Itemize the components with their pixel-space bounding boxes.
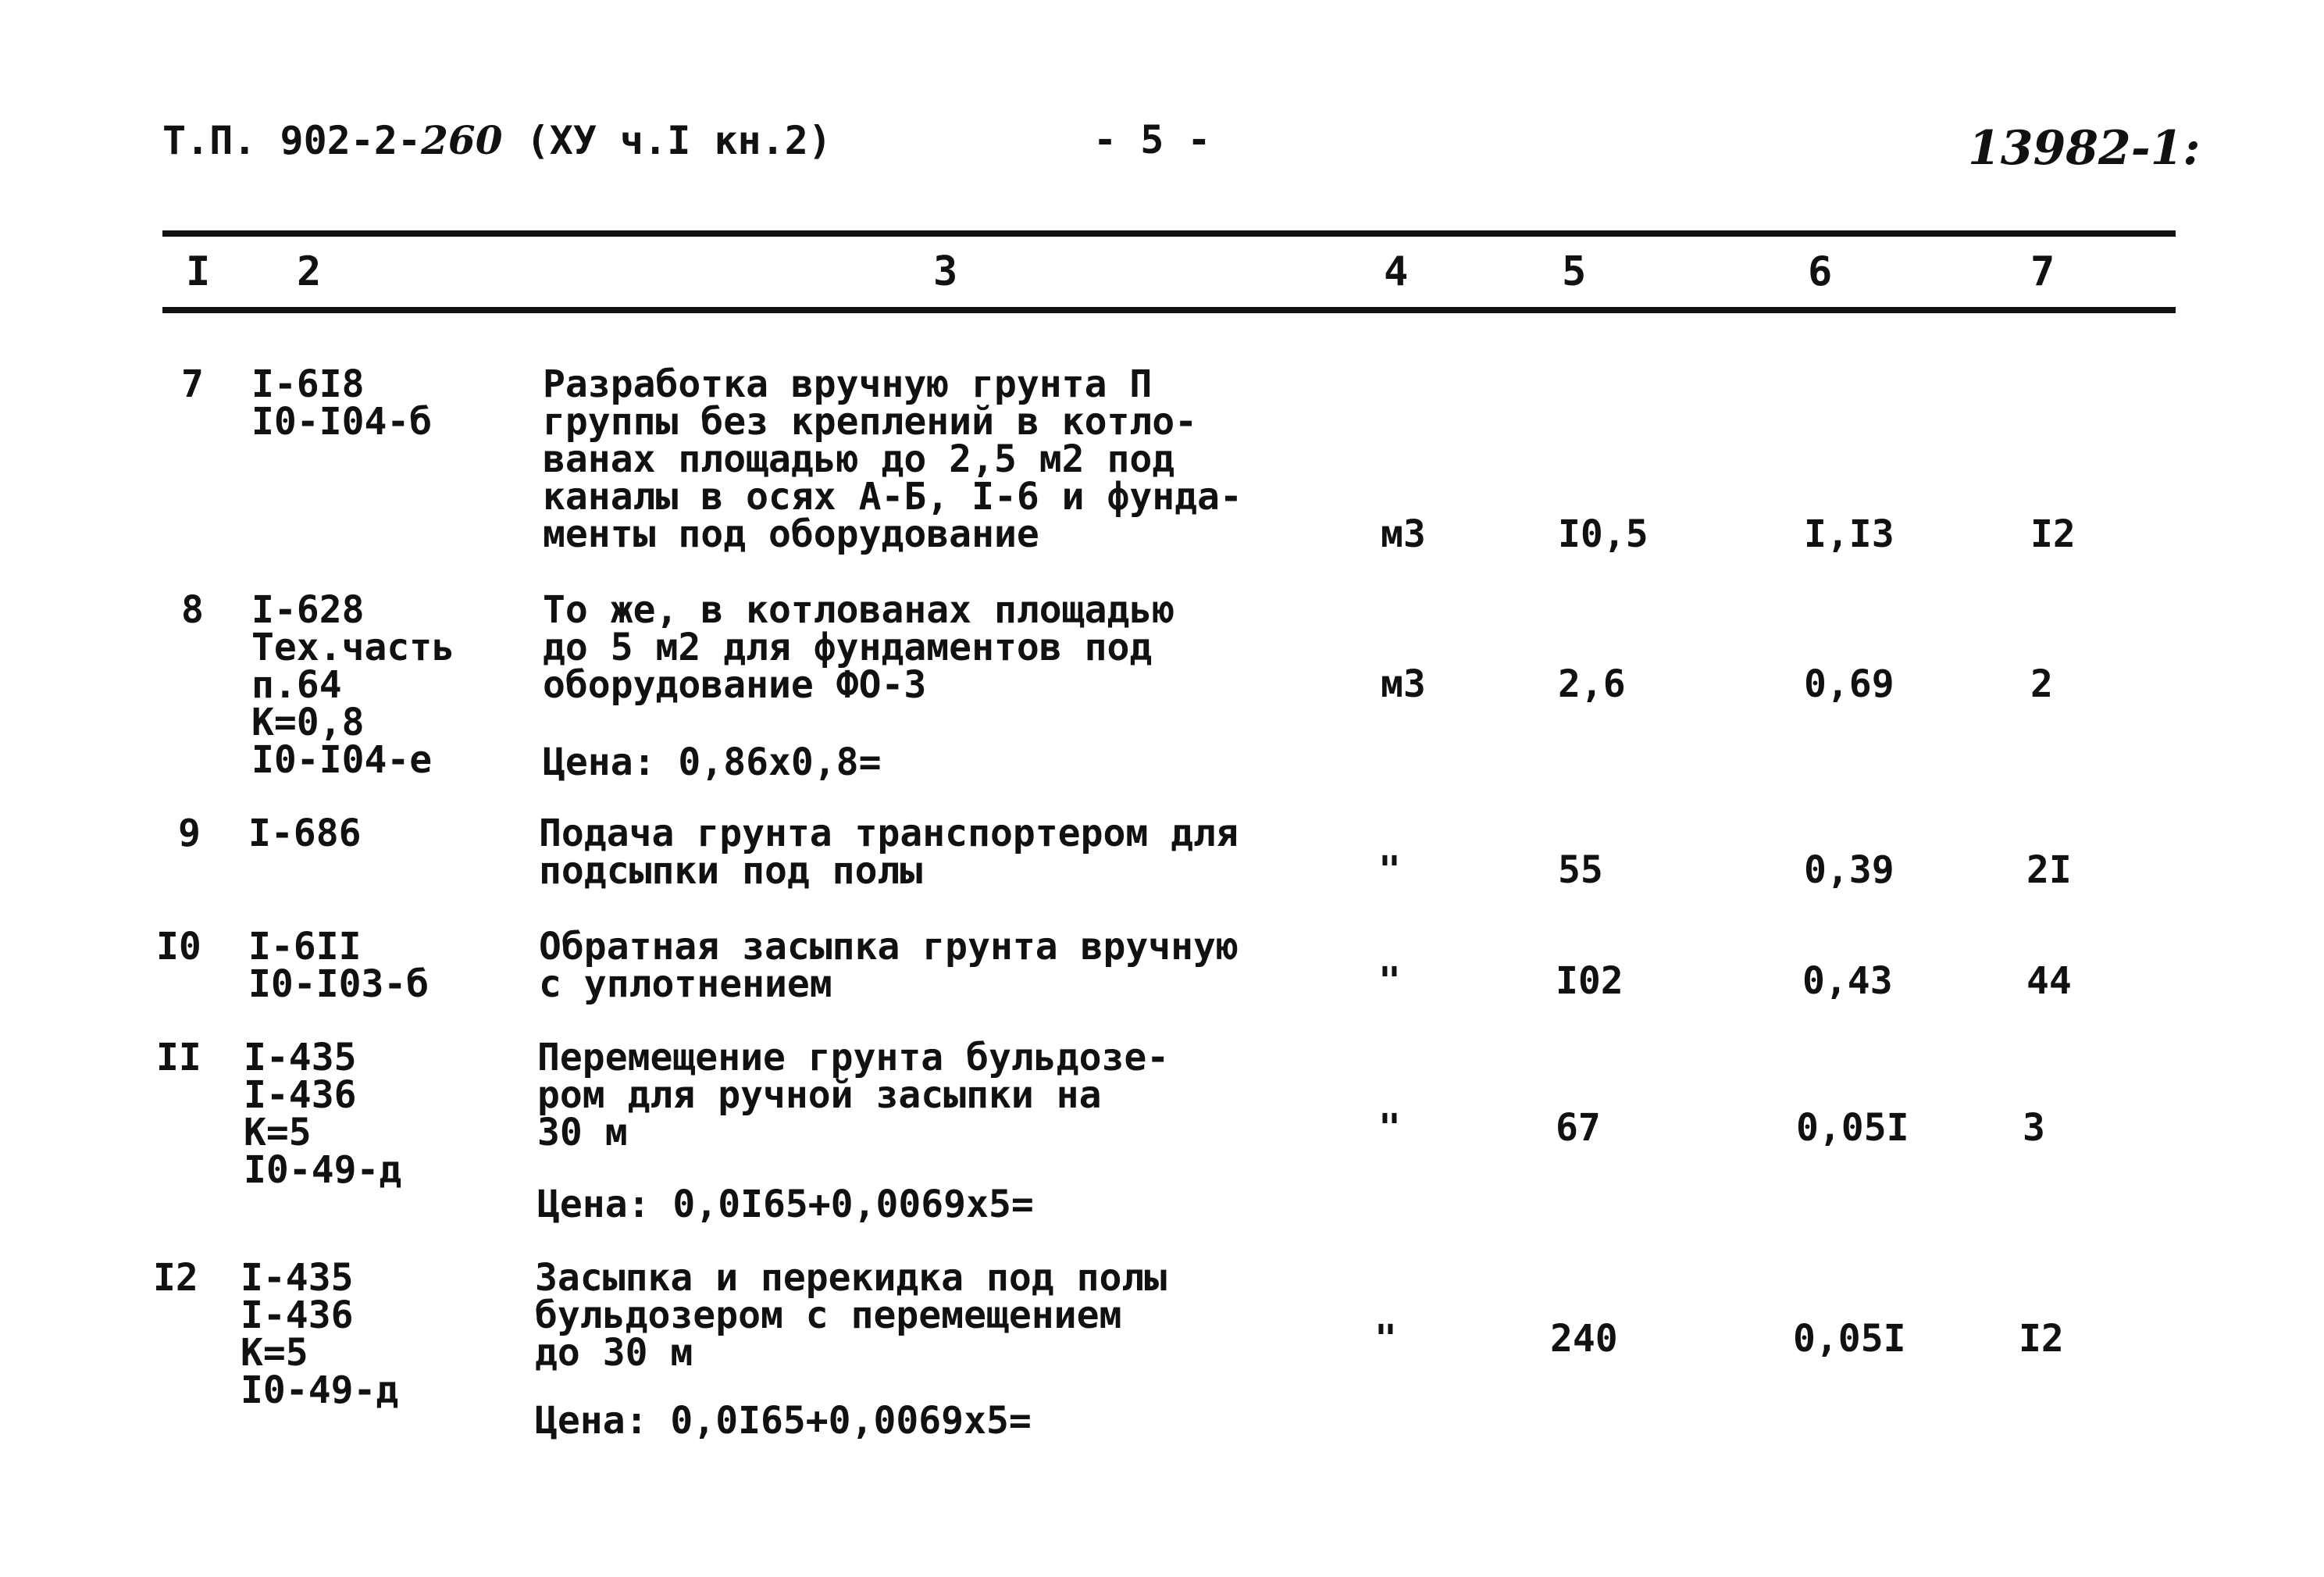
rate: I,I3 (1804, 512, 1894, 556)
row-number: I2 (153, 1256, 198, 1300)
description-line: каналы в осях А-Б, I-6 и фунда- (543, 475, 1242, 519)
description-line: Разработка вручную грунта П (543, 362, 1153, 406)
norm-codes (251, 362, 433, 444)
unit: м3 (1381, 662, 1426, 706)
document-header (162, 117, 832, 163)
code-line: I-6II (248, 925, 362, 969)
total: I2 (2030, 512, 2076, 556)
row-number: 7 (181, 362, 204, 406)
page-number: - 5 - (1093, 117, 1211, 162)
column-header-6: 6 (1808, 248, 1833, 295)
total: 2 (2030, 662, 2053, 706)
rate: 0,05I (1793, 1317, 1906, 1361)
doc-suffix: (ХУ ч.I кн.2) (526, 118, 832, 163)
work-description (543, 588, 1175, 707)
row-number: 8 (181, 588, 204, 632)
code-line: К=5 (241, 1331, 308, 1375)
unit: " (1374, 1317, 1397, 1361)
norm-codes (244, 1036, 402, 1192)
rate: 0,43 (1802, 959, 1893, 1003)
quantity: I02 (1556, 959, 1624, 1003)
column-header-7: 7 (2030, 248, 2055, 295)
work-description (535, 1256, 1167, 1375)
code-line: I0-49-д (244, 1148, 402, 1192)
code-line: К=5 (244, 1111, 312, 1154)
description-line: до 30 м (535, 1331, 693, 1375)
total: 2I (2026, 848, 2072, 892)
description-line: группы без креплений в котло- (543, 400, 1198, 444)
row-number: I0 (156, 925, 201, 969)
description-line: ванах площадью до 2,5 м2 под (543, 437, 1175, 481)
description-line: менты под оборудование (543, 512, 1039, 556)
column-header-5: 5 (1562, 248, 1587, 295)
code-line: I-628 (251, 588, 365, 632)
description-line: подсыпки под полы (539, 849, 923, 893)
row-number: 9 (178, 812, 201, 855)
description-line: То же, в котлованах площадью (543, 588, 1175, 632)
code-line: К=0,8 (251, 701, 365, 744)
work-description (539, 812, 1239, 893)
quantity: 240 (1550, 1317, 1618, 1361)
norm-codes (241, 1256, 399, 1412)
table-header-rule (162, 307, 2176, 313)
unit: " (1378, 1106, 1401, 1150)
unit: м3 (1381, 512, 1426, 556)
description-line: Подача грунта транспортером для (539, 812, 1239, 855)
work-description (537, 1036, 1170, 1154)
rate: 0,05I (1796, 1106, 1909, 1150)
code-line: I-435 (244, 1036, 357, 1079)
total: 3 (2023, 1106, 2045, 1150)
doc-prefix: Т.П. 902-2- (162, 118, 422, 163)
quantity: 67 (1556, 1106, 1601, 1150)
archive-number: 13982-1: (1968, 121, 2201, 176)
quantity: 55 (1558, 848, 1603, 892)
work-description (539, 925, 1239, 1006)
total: I2 (2019, 1317, 2064, 1361)
code-line: I-435 (241, 1256, 354, 1300)
code-line: Тех.часть (251, 626, 455, 669)
description-line: бульдозером с перемещением (535, 1293, 1122, 1337)
code-line: I-6I8 (251, 362, 365, 406)
code-line: I0-I03-б (248, 962, 430, 1006)
column-header-2: 2 (297, 248, 322, 295)
column-header-3: 3 (933, 248, 958, 295)
row-number: II (156, 1036, 201, 1079)
description-line: оборудование ФО-3 (543, 663, 927, 707)
quantity: I0,5 (1558, 512, 1649, 556)
code-line: I-436 (244, 1073, 357, 1117)
rate: 0,39 (1804, 848, 1894, 892)
description-line: до 5 м2 для фундаментов под (543, 626, 1153, 669)
unit: " (1378, 848, 1401, 892)
description-line: Засыпка и перекидка под полы (535, 1256, 1167, 1300)
description-line: Обратная засыпка грунта вручную (539, 925, 1239, 969)
description-line: с уплотнением (539, 962, 832, 1006)
column-header-4: 4 (1384, 248, 1409, 295)
total: 44 (2026, 959, 2072, 1003)
unit: " (1378, 959, 1401, 1003)
column-header-1: I (186, 248, 211, 295)
rate: 0,69 (1804, 662, 1894, 706)
code-line: I0-I04-б (251, 400, 433, 444)
doc-number-handwritten: 260 (421, 117, 503, 163)
norm-codes (248, 812, 362, 855)
description-line: ром для ручной засыпки на (537, 1073, 1102, 1117)
norm-codes (251, 588, 455, 782)
code-line: I0-I04-е (251, 738, 433, 782)
table-top-rule (162, 230, 2176, 237)
code-line: I0-49-д (241, 1368, 399, 1412)
code-line: I-436 (241, 1293, 354, 1337)
quantity: 2,6 (1558, 662, 1626, 706)
description-line: Перемещение грунта бульдозе- (537, 1036, 1170, 1079)
description-line: 30 м (537, 1111, 628, 1154)
work-description (543, 362, 1242, 556)
price-note: Цена: 0,86х0,8= (543, 740, 882, 784)
price-note: Цена: 0,0I65+0,0069х5= (535, 1399, 1032, 1443)
price-note: Цена: 0,0I65+0,0069х5= (537, 1183, 1034, 1226)
norm-codes (248, 925, 430, 1006)
code-line: I-686 (248, 812, 362, 855)
code-line: п.64 (251, 663, 342, 707)
